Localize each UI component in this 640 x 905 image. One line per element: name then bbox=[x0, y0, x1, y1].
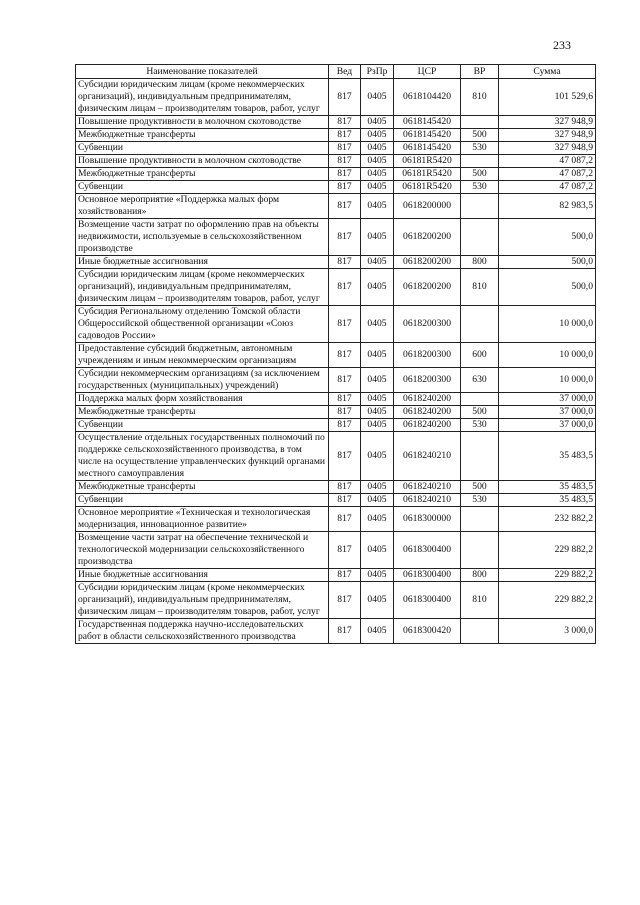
row-ved-cell: 817 bbox=[329, 194, 361, 219]
row-name-cell: Иные бюджетные ассигнования bbox=[76, 569, 329, 582]
page-number: 233 bbox=[553, 38, 571, 52]
row-csr-cell: 0618200200 bbox=[394, 256, 461, 269]
row-ved-cell: 817 bbox=[329, 419, 361, 432]
row-sum-cell: 35 483,5 bbox=[499, 494, 596, 507]
row-sum-cell: 10 000,0 bbox=[499, 368, 596, 393]
row-name-cell: Повышение продуктивности в молочном скотоводстве bbox=[76, 155, 329, 168]
row-ved-cell: 817 bbox=[329, 393, 361, 406]
row-name-cell: Субсидия Региональному отделению Томской области Общероссийской общественной организации «Союз садоводов России» bbox=[76, 306, 329, 343]
row-name-cell: Субвенции bbox=[76, 142, 329, 155]
row-rzpr-cell: 0405 bbox=[361, 619, 394, 644]
table-row bbox=[76, 393, 596, 406]
row-ved-cell: 817 bbox=[329, 129, 361, 142]
table-row bbox=[76, 481, 596, 494]
table-row bbox=[76, 368, 596, 393]
row-ved-cell: 817 bbox=[329, 79, 361, 116]
row-ved-cell: 817 bbox=[329, 507, 361, 532]
row-sum-cell: 500,0 bbox=[499, 219, 596, 256]
row-csr-cell: 0618240200 bbox=[394, 419, 461, 432]
row-sum-cell: 229 882,2 bbox=[499, 569, 596, 582]
header-ved: Вед bbox=[329, 65, 361, 79]
row-vr-cell bbox=[461, 116, 499, 129]
row-csr-cell: 06181R5420 bbox=[394, 168, 461, 181]
row-name-cell: Субвенции bbox=[76, 494, 329, 507]
table-row bbox=[76, 142, 596, 155]
table-row bbox=[76, 168, 596, 181]
row-ved-cell: 817 bbox=[329, 582, 361, 619]
header-sum: Сумма bbox=[499, 65, 596, 79]
row-vr-cell: 630 bbox=[461, 368, 499, 393]
row-vr-cell bbox=[461, 219, 499, 256]
table-row bbox=[76, 406, 596, 419]
row-ved-cell: 817 bbox=[329, 343, 361, 368]
row-sum-cell: 327 948,9 bbox=[499, 116, 596, 129]
row-name-cell: Субвенции bbox=[76, 419, 329, 432]
table-row bbox=[76, 256, 596, 269]
row-name-cell: Возмещение части затрат на обеспечение технической и технологической модернизации сельскохозяйственного производства bbox=[76, 532, 329, 569]
row-ved-cell: 817 bbox=[329, 256, 361, 269]
row-rzpr-cell: 0405 bbox=[361, 194, 394, 219]
row-ved-cell: 817 bbox=[329, 406, 361, 419]
row-vr-cell: 500 bbox=[461, 129, 499, 142]
row-ved-cell: 817 bbox=[329, 142, 361, 155]
row-vr-cell: 800 bbox=[461, 569, 499, 582]
row-sum-cell: 47 087,2 bbox=[499, 155, 596, 168]
row-vr-cell: 530 bbox=[461, 494, 499, 507]
row-csr-cell: 0618300420 bbox=[394, 619, 461, 644]
table-row bbox=[76, 582, 596, 619]
row-name-cell: Повышение продуктивности в молочном скотоводстве bbox=[76, 116, 329, 129]
row-vr-cell: 530 bbox=[461, 419, 499, 432]
row-name-cell: Иные бюджетные ассигнования bbox=[76, 256, 329, 269]
row-vr-cell: 600 bbox=[461, 343, 499, 368]
row-vr-cell: 530 bbox=[461, 142, 499, 155]
row-rzpr-cell: 0405 bbox=[361, 181, 394, 194]
row-sum-cell: 101 529,6 bbox=[499, 79, 596, 116]
table-header-row bbox=[76, 65, 596, 79]
row-vr-cell: 810 bbox=[461, 79, 499, 116]
row-name-cell: Межбюджетные трансферты bbox=[76, 168, 329, 181]
header-csr: ЦСР bbox=[394, 65, 461, 79]
table-row bbox=[76, 269, 596, 306]
row-sum-cell: 10 000,0 bbox=[499, 306, 596, 343]
row-csr-cell: 0618240210 bbox=[394, 481, 461, 494]
row-sum-cell: 229 882,2 bbox=[499, 532, 596, 569]
row-rzpr-cell: 0405 bbox=[361, 116, 394, 129]
row-vr-cell bbox=[461, 507, 499, 532]
row-name-cell: Субсидии юридическим лицам (кроме некоммерческих организаций), индивидуальным предпринимателям, физическим лицам – производителям товаров, работ, услуг bbox=[76, 269, 329, 306]
row-rzpr-cell: 0405 bbox=[361, 219, 394, 256]
row-rzpr-cell: 0405 bbox=[361, 582, 394, 619]
table-row bbox=[76, 116, 596, 129]
row-rzpr-cell: 0405 bbox=[361, 142, 394, 155]
table-row bbox=[76, 194, 596, 219]
row-name-cell: Субсидии некоммерческим организациям (за исключением государственных (муниципальных) учреждений) bbox=[76, 368, 329, 393]
row-vr-cell bbox=[461, 306, 499, 343]
row-sum-cell: 327 948,9 bbox=[499, 142, 596, 155]
row-rzpr-cell: 0405 bbox=[361, 306, 394, 343]
row-ved-cell: 817 bbox=[329, 306, 361, 343]
row-ved-cell: 817 bbox=[329, 619, 361, 644]
row-csr-cell: 0618300400 bbox=[394, 532, 461, 569]
table-row bbox=[76, 507, 596, 532]
table-row bbox=[76, 219, 596, 256]
row-vr-cell: 500 bbox=[461, 481, 499, 494]
row-rzpr-cell: 0405 bbox=[361, 269, 394, 306]
table-body bbox=[76, 79, 596, 644]
row-sum-cell: 229 882,2 bbox=[499, 582, 596, 619]
row-name-cell: Межбюджетные трансферты bbox=[76, 129, 329, 142]
row-csr-cell: 0618200000 bbox=[394, 194, 461, 219]
row-sum-cell: 37 000,0 bbox=[499, 393, 596, 406]
row-sum-cell: 47 087,2 bbox=[499, 168, 596, 181]
row-sum-cell: 500,0 bbox=[499, 269, 596, 306]
table-row bbox=[76, 432, 596, 481]
row-sum-cell: 37 000,0 bbox=[499, 419, 596, 432]
row-csr-cell: 0618145420 bbox=[394, 116, 461, 129]
table-row bbox=[76, 155, 596, 168]
table-row bbox=[76, 306, 596, 343]
row-csr-cell: 0618145420 bbox=[394, 129, 461, 142]
row-vr-cell bbox=[461, 432, 499, 481]
row-name-cell: Основное мероприятие «Поддержка малых форм хозяйствования» bbox=[76, 194, 329, 219]
row-sum-cell: 327 948,9 bbox=[499, 129, 596, 142]
header-rzpr: РзПр bbox=[361, 65, 394, 79]
row-name-cell: Субсидии юридическим лицам (кроме некоммерческих организаций), индивидуальным предпринимателям, физическим лицам – производителям товаров, работ, услуг bbox=[76, 79, 329, 116]
row-ved-cell: 817 bbox=[329, 432, 361, 481]
row-csr-cell: 0618240210 bbox=[394, 494, 461, 507]
row-vr-cell bbox=[461, 619, 499, 644]
row-csr-cell: 0618200300 bbox=[394, 306, 461, 343]
row-rzpr-cell: 0405 bbox=[361, 393, 394, 406]
row-rzpr-cell: 0405 bbox=[361, 569, 394, 582]
row-ved-cell: 817 bbox=[329, 569, 361, 582]
row-ved-cell: 817 bbox=[329, 368, 361, 393]
table-row bbox=[76, 619, 596, 644]
row-ved-cell: 817 bbox=[329, 155, 361, 168]
row-sum-cell: 500,0 bbox=[499, 256, 596, 269]
row-vr-cell: 500 bbox=[461, 168, 499, 181]
row-ved-cell: 817 bbox=[329, 181, 361, 194]
row-name-cell: Осуществление отдельных государственных полномочий по поддержке сельскохозяйственного производства, в том числе на осуществление управленческих функций органами местного самоуправления bbox=[76, 432, 329, 481]
row-rzpr-cell: 0405 bbox=[361, 256, 394, 269]
row-rzpr-cell: 0405 bbox=[361, 532, 394, 569]
table-row bbox=[76, 494, 596, 507]
row-name-cell: Государственная поддержка научно-исследовательских работ в области сельскохозяйственного производства bbox=[76, 619, 329, 644]
row-name-cell: Предоставление субсидий бюджетным, автономным учреждениям и иным некоммерческим организациям bbox=[76, 343, 329, 368]
row-csr-cell: 0618145420 bbox=[394, 142, 461, 155]
row-name-cell: Межбюджетные трансферты bbox=[76, 481, 329, 494]
row-rzpr-cell: 0405 bbox=[361, 155, 394, 168]
row-name-cell: Основное мероприятие «Техническая и технологическая модернизация, инновационное развитие» bbox=[76, 507, 329, 532]
row-ved-cell: 817 bbox=[329, 168, 361, 181]
row-rzpr-cell: 0405 bbox=[361, 481, 394, 494]
table-row bbox=[76, 419, 596, 432]
row-name-cell: Субвенции bbox=[76, 181, 329, 194]
row-ved-cell: 817 bbox=[329, 116, 361, 129]
row-rzpr-cell: 0405 bbox=[361, 419, 394, 432]
row-rzpr-cell: 0405 bbox=[361, 129, 394, 142]
row-csr-cell: 0618240200 bbox=[394, 406, 461, 419]
row-ved-cell: 817 bbox=[329, 219, 361, 256]
header-vr: ВР bbox=[461, 65, 499, 79]
table-row bbox=[76, 79, 596, 116]
row-vr-cell: 530 bbox=[461, 181, 499, 194]
row-ved-cell: 817 bbox=[329, 269, 361, 306]
header-name: Наименование показателей bbox=[76, 65, 329, 79]
row-rzpr-cell: 0405 bbox=[361, 494, 394, 507]
row-rzpr-cell: 0405 bbox=[361, 168, 394, 181]
row-csr-cell: 0618240200 bbox=[394, 393, 461, 406]
row-rzpr-cell: 0405 bbox=[361, 432, 394, 481]
table-row bbox=[76, 532, 596, 569]
row-rzpr-cell: 0405 bbox=[361, 79, 394, 116]
row-name-cell: Межбюджетные трансферты bbox=[76, 406, 329, 419]
row-rzpr-cell: 0405 bbox=[361, 343, 394, 368]
row-sum-cell: 82 983,5 bbox=[499, 194, 596, 219]
row-rzpr-cell: 0405 bbox=[361, 368, 394, 393]
row-rzpr-cell: 0405 bbox=[361, 406, 394, 419]
budget-table bbox=[75, 64, 596, 644]
row-ved-cell: 817 bbox=[329, 481, 361, 494]
row-csr-cell: 0618240210 bbox=[394, 432, 461, 481]
row-vr-cell bbox=[461, 155, 499, 168]
row-csr-cell: 06181R5420 bbox=[394, 181, 461, 194]
row-name-cell: Поддержка малых форм хозяйствования bbox=[76, 393, 329, 406]
row-ved-cell: 817 bbox=[329, 532, 361, 569]
row-sum-cell: 3 000,0 bbox=[499, 619, 596, 644]
row-vr-cell: 500 bbox=[461, 406, 499, 419]
row-sum-cell: 47 087,2 bbox=[499, 181, 596, 194]
row-csr-cell: 0618104420 bbox=[394, 79, 461, 116]
row-vr-cell bbox=[461, 194, 499, 219]
table-row bbox=[76, 569, 596, 582]
row-csr-cell: 0618200300 bbox=[394, 343, 461, 368]
row-sum-cell: 37 000,0 bbox=[499, 406, 596, 419]
row-csr-cell: 0618300400 bbox=[394, 582, 461, 619]
row-sum-cell: 10 000,0 bbox=[499, 343, 596, 368]
row-csr-cell: 06181R5420 bbox=[394, 155, 461, 168]
row-vr-cell bbox=[461, 532, 499, 569]
row-csr-cell: 0618300400 bbox=[394, 569, 461, 582]
table-row bbox=[76, 181, 596, 194]
row-vr-cell: 810 bbox=[461, 269, 499, 306]
row-vr-cell: 800 bbox=[461, 256, 499, 269]
row-csr-cell: 0618200200 bbox=[394, 269, 461, 306]
table-row bbox=[76, 129, 596, 142]
row-name-cell: Возмещение части затрат по оформлению прав на объекты недвижимости, используемые в сельскохозяйственном производстве bbox=[76, 219, 329, 256]
row-csr-cell: 0618200200 bbox=[394, 219, 461, 256]
row-vr-cell bbox=[461, 393, 499, 406]
table-row bbox=[76, 343, 596, 368]
row-sum-cell: 35 483,5 bbox=[499, 432, 596, 481]
row-vr-cell: 810 bbox=[461, 582, 499, 619]
row-sum-cell: 232 882,2 bbox=[499, 507, 596, 532]
row-name-cell: Субсидии юридическим лицам (кроме некоммерческих организаций), индивидуальным предпринимателям, физическим лицам – производителям товаров, работ, услуг bbox=[76, 582, 329, 619]
row-rzpr-cell: 0405 bbox=[361, 507, 394, 532]
row-ved-cell: 817 bbox=[329, 494, 361, 507]
row-csr-cell: 0618200300 bbox=[394, 368, 461, 393]
row-csr-cell: 0618300000 bbox=[394, 507, 461, 532]
row-sum-cell: 35 483,5 bbox=[499, 481, 596, 494]
